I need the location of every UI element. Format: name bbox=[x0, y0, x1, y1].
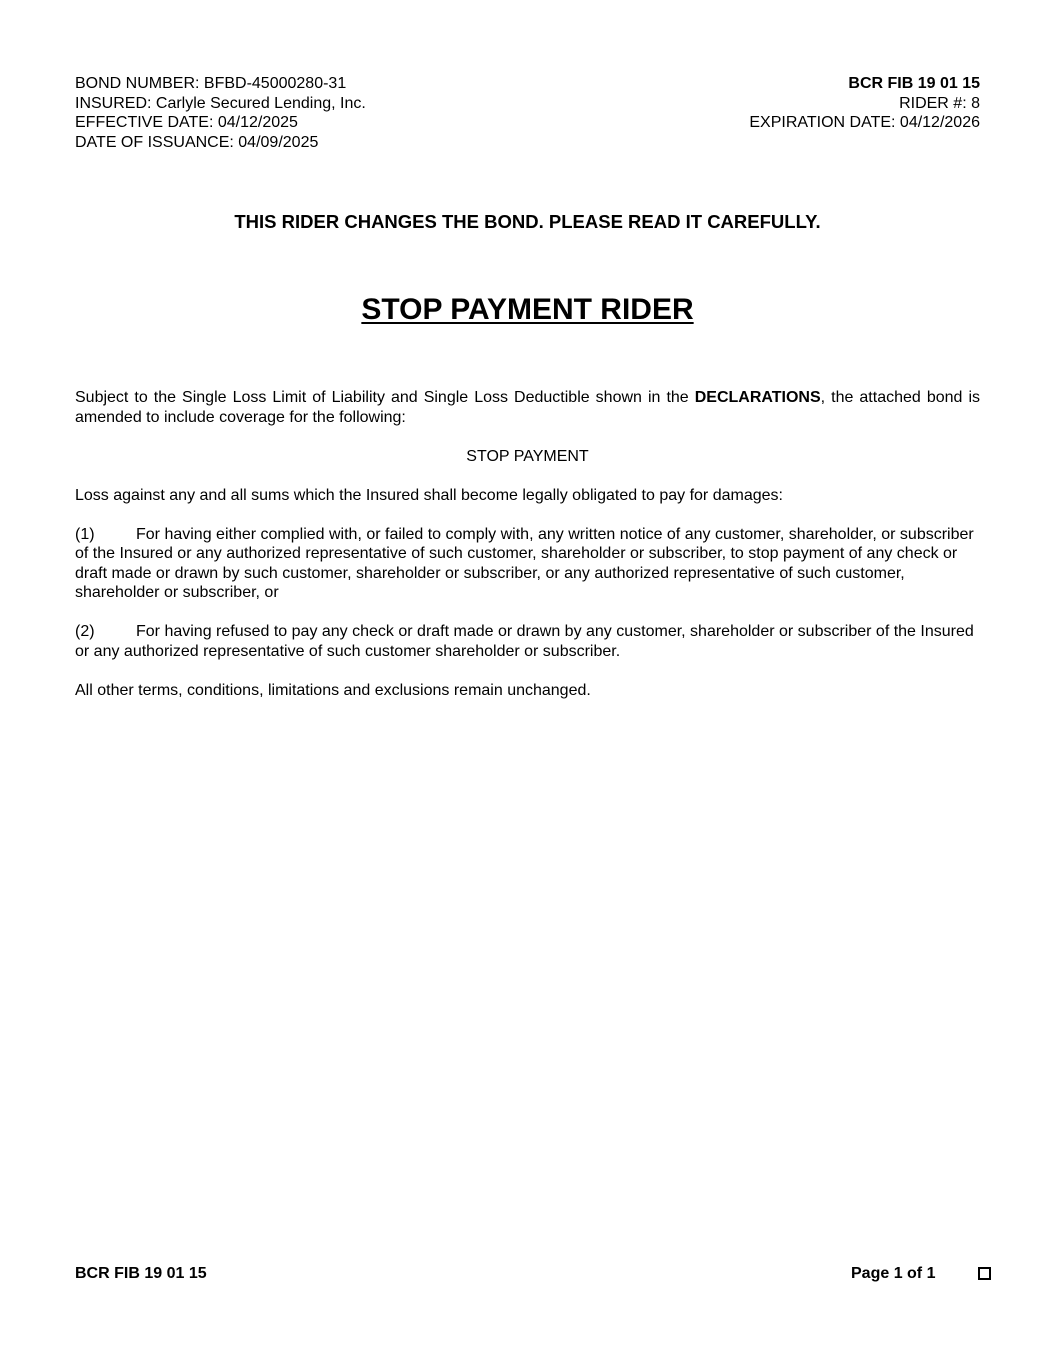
intro-paragraph bbox=[75, 388, 980, 427]
form-code-footer: BCR FIB 19 01 15 bbox=[75, 1265, 207, 1282]
item-number: (2) bbox=[75, 623, 95, 640]
declarations-term: DECLARATIONS bbox=[694, 389, 821, 406]
rider-body bbox=[75, 388, 980, 720]
list-item bbox=[75, 525, 980, 603]
date-of-issuance: DATE OF ISSUANCE: 04/09/2025 bbox=[75, 133, 319, 151]
page-number: Page 1 of 1 bbox=[851, 1265, 936, 1282]
insured-name: INSURED: Carlyle Secured Lending, Inc. bbox=[75, 94, 366, 112]
rider-notice: THIS RIDER CHANGES THE BOND. PLEASE READ IT CAREFULLY. bbox=[234, 211, 821, 232]
header-right-block bbox=[580, 74, 980, 133]
effective-date: EFFECTIVE DATE: 04/12/2025 bbox=[75, 114, 298, 131]
bond-number: BOND NUMBER: BFBD-45000280-31 bbox=[75, 75, 347, 92]
item-number: (1) bbox=[75, 525, 95, 543]
page-title: STOP PAYMENT RIDER bbox=[361, 293, 694, 326]
section-heading: STOP PAYMENT bbox=[466, 447, 589, 465]
loss-statement: Loss against any and all sums which the Insured shall become legally obligated to pay for damages: bbox=[75, 486, 783, 504]
closing-statement: All other terms, conditions, limitations and exclusions remain unchanged. bbox=[75, 681, 591, 699]
intro-text-start: Subject to the Single Loss Limit of Liability and Single Loss Deductible shown in the bbox=[75, 389, 695, 406]
header-left-block bbox=[75, 74, 575, 152]
list-item bbox=[75, 622, 980, 661]
rider-number: RIDER #: 8 bbox=[899, 94, 980, 112]
item-text: For having refused to pay any check or draft made or drawn by any customer, shareholder or subscriber of the Insured or any authorized representative of such customer shareholder or subscriber. bbox=[75, 623, 974, 660]
form-code-header: BCR FIB 19 01 15 bbox=[848, 75, 980, 92]
square-icon bbox=[978, 1267, 991, 1280]
item-text: For having either complied with, or failed to comply with, any written notice of any customer, shareholder, or subscriber of the Insured or any authorized representative of such customer, shareholder or subscriber, to stop payment of any check or draft made or drawn by such customer, shareholder or subscriber, or any authorized representative of such customer, shareholder or subscriber, or bbox=[75, 525, 974, 601]
intro-text-end: , the attached bond is amended to include coverage for the following: bbox=[75, 389, 981, 426]
expiration-date: EXPIRATION DATE: 04/12/2026 bbox=[749, 114, 980, 131]
